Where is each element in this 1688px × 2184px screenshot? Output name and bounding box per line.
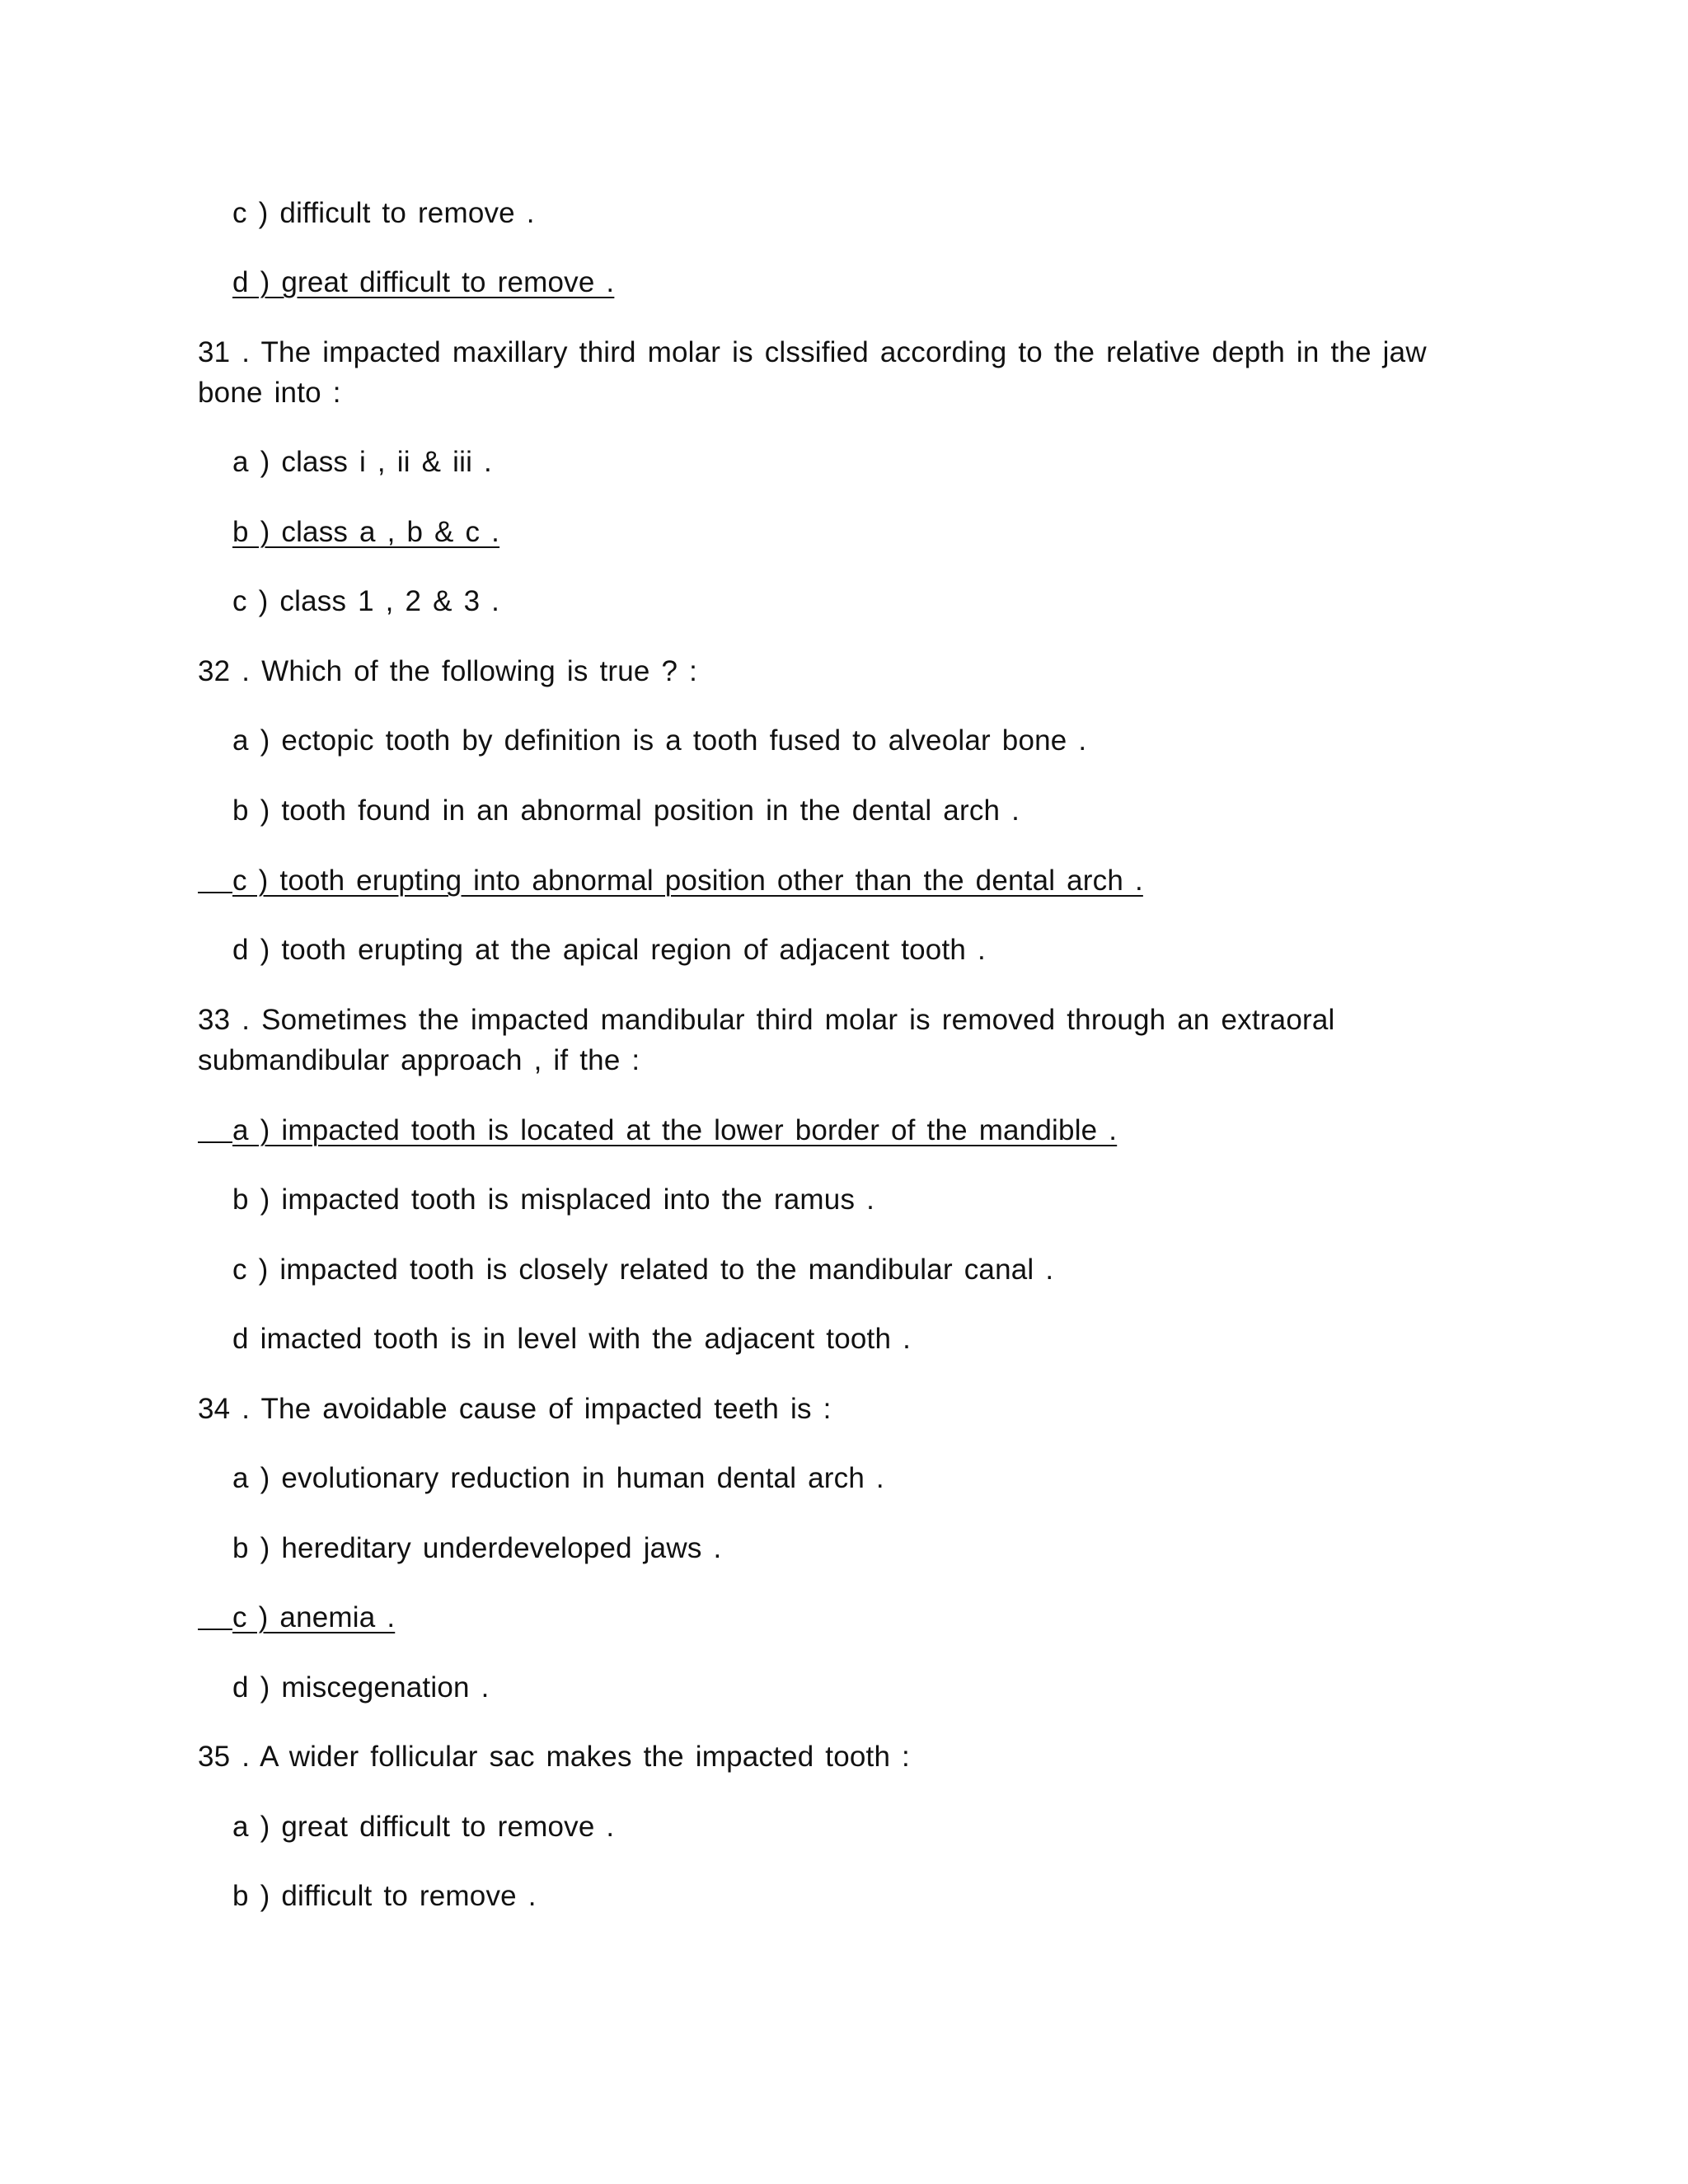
option-31b-answer [232,512,499,553]
question-text: 35 . A wider follicular sac makes the impacted tooth : [198,1741,910,1773]
question-31 [198,332,1427,373]
option-33d [232,1319,911,1360]
underline-lead [198,860,232,893]
option-33a-answer [198,1110,1117,1151]
option-34c-answer [198,1597,395,1638]
option-32b [232,790,1020,832]
question-35 [198,1736,910,1778]
question-32 [198,651,697,692]
underline-lead [198,1110,232,1143]
option-text: d imacted tooth is in level with the adjacent tooth . [232,1323,911,1355]
option-text: d ) miscegenation . [232,1671,490,1704]
option-text: a ) impacted tooth is located at the lower border of the mandible . [232,1114,1118,1146]
question-text: submandibular approach , if the : [198,1044,640,1076]
option-32a [232,720,1086,762]
option-text: a ) ectopic tooth by definition is a tooth fused to alveolar bone . [232,724,1087,757]
underline-lead [198,1597,232,1630]
option-35a [232,1807,614,1848]
option-text: d ) great difficult to remove . [232,266,615,298]
question-31-continuation [198,373,341,414]
option-31a [232,442,492,483]
option-30d-answer [232,262,614,303]
option-31c [232,581,499,622]
option-34b [232,1528,721,1569]
question-34 [198,1389,832,1430]
option-34a [232,1458,884,1499]
option-text: c ) class 1 , 2 & 3 . [232,585,500,617]
option-32c-answer [198,860,1143,902]
question-text: 33 . Sometimes the impacted mandibular third molar is removed through an extraoral [198,1004,1335,1036]
question-text: 31 . The impacted maxillary third molar is clssified according to the relative depth in the jaw [198,336,1427,368]
option-text: b ) tooth found in an abnormal position in the dental arch . [232,794,1020,827]
question-text: 32 . Which of the following is true ? : [198,655,698,687]
option-text: b ) class a , b & c . [232,516,500,548]
option-32d [232,930,986,971]
option-text: b ) hereditary underdeveloped jaws . [232,1532,722,1564]
option-text: a ) great difficult to remove . [232,1811,615,1843]
option-34d [232,1667,490,1708]
question-33 [198,1000,1334,1041]
option-text: b ) difficult to remove . [232,1880,537,1912]
option-text: c ) tooth erupting into abnormal position other than the dental arch . [232,865,1143,897]
option-35b [232,1876,537,1917]
option-text: d ) tooth erupting at the apical region of adjacent tooth . [232,934,986,966]
option-33c [232,1249,1053,1291]
option-text: a ) class i , ii & iii . [232,446,492,478]
option-text: c ) impacted tooth is closely related to the mandibular canal . [232,1254,1054,1286]
question-text: bone into : [198,377,341,409]
question-text: 34 . The avoidable cause of impacted teeth is : [198,1393,832,1425]
option-33b [232,1179,874,1221]
option-text: c ) difficult to remove . [232,197,535,229]
option-text: c ) anemia . [232,1601,396,1633]
option-30c [232,193,535,234]
option-text: b ) impacted tooth is misplaced into the ramus . [232,1183,874,1216]
question-33-continuation [198,1040,640,1081]
option-text: a ) evolutionary reduction in human dental arch . [232,1462,884,1494]
